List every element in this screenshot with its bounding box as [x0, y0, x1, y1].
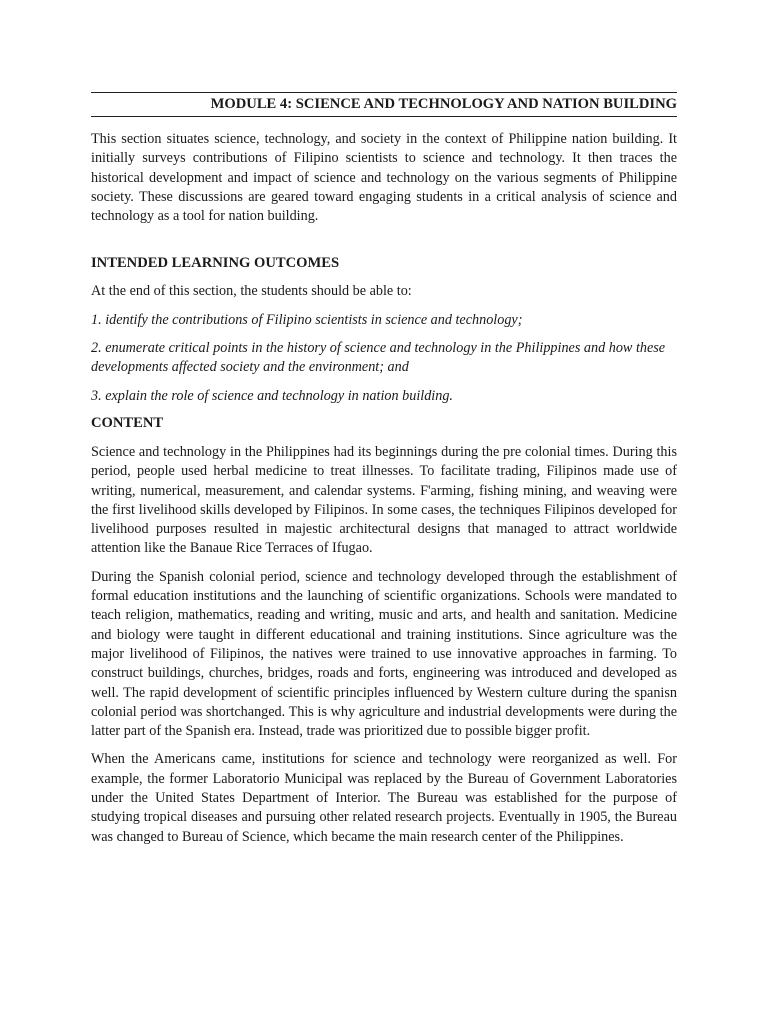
body-paragraph: During the Spanish colonial period, science and technology developed through the establishment of formal education institutions and the launching of scientific organizations. Schools were mandated to teach religion, mathematics, reading and writing, music and arts, and health and sanitation. Medicine and biology were taught in different educational and training institutions. Since agriculture was the major livelihood of Filipinos, the natives were trained to use innovative approaches in farming. To construct buildings, churches, bridges, roads and forts, engineering was introduced and developed as well. The rapid development of scientific principles influenced by Western culture during the spanisn colonial period was shortchanged. This is why agriculture and industrial developments were during the latter part of the Spanish era. Instead, trade was prioritized due to possible bigger profit.: [91, 568, 677, 740]
intro-paragraph: This section situates science, technology, and society in the context of Philippine nation building. It initially surveys contributions of Filipino scientists to science and technology. It then traces the historical development and impact of science and technology on the various segments of Philippine society. These discussions are geared toward engaging students in a critical analysis of science and technology as a tool for nation building.: [91, 131, 677, 225]
document-page: [91, 92, 677, 847]
outcome-item: 3. explain the role of science and technology in nation building.: [91, 387, 453, 404]
body-paragraph: When the Americans came, institutions for science and technology were reorganized as well. For example, the former Laboratorio Municipal was replaced by the Bureau of Government Laboratories under the United States Department of Interior. The Bureau was established for the purpose of studying tropical diseases and pursuing other related research projects. Eventually in 1905, the Bureau was changed to Bureau of Science, which became the main research center of the Philippines.: [91, 751, 677, 845]
top-rule: [91, 92, 677, 93]
outcome-item: 1. identify the contributions of Filipino scientists in science and technology;: [91, 311, 523, 328]
ilo-heading: INTENDED LEARNING OUTCOMES: [91, 255, 340, 272]
module-title: MODULE 4: SCIENCE AND TECHNOLOGY AND NATION BUILDING: [91, 96, 677, 117]
ilo-lead: At the end of this section, the students should be able to:: [91, 283, 412, 300]
content-heading: CONTENT: [91, 414, 164, 431]
body-paragraph: Science and technology in the Philippines had its beginnings during the pre colonial times. During this period, people used herbal medicine to treat illnesses. To facilitate trading, Filipinos made use of writing, numerical, measurement, and calendar systems. F'arming, fishing mining, and weaving were the first livelihood skills developed by Filipinos. In some cases, the techniques Filipinos developed for livelihood purposes resulted in majestic architectural designs that managed to attract worldwide attention like the Banaue Rice Terraces of Ifugao.: [91, 443, 677, 557]
outcome-item: 2. enumerate critical points in the history of science and technology in the Philippines and how these developments affected society and the environment; and: [91, 340, 666, 376]
